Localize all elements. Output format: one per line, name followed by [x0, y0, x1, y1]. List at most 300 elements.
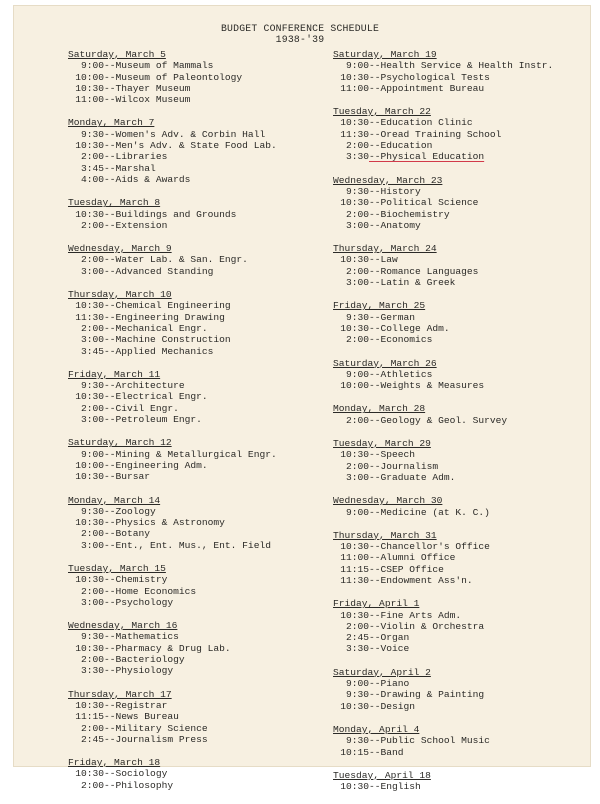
- entry-separator: --: [369, 254, 381, 266]
- entry-separator: --: [369, 563, 381, 575]
- entry-separator: --: [104, 642, 116, 654]
- entry-event: Botany: [115, 528, 151, 540]
- entry-event: Psychological Tests: [380, 71, 490, 83]
- schedule-entry: [333, 735, 593, 746]
- schedule-entry: [68, 734, 328, 745]
- entry-time: 9:00: [345, 368, 369, 380]
- entry-event: College Adm.: [380, 322, 450, 334]
- schedule-entry: [333, 472, 593, 483]
- day-heading: Saturday, March 5: [68, 49, 166, 60]
- entry-time: 3:45: [80, 345, 104, 357]
- schedule-entry: [68, 723, 328, 734]
- entry-separator: --: [369, 60, 381, 72]
- entry-time: 11:00: [340, 82, 369, 94]
- entry-separator: --: [104, 699, 116, 711]
- entry-event: Anatomy: [380, 219, 421, 231]
- schedule-day: [68, 369, 328, 425]
- entry-separator: --: [104, 208, 116, 220]
- entry-time: 2:00: [80, 254, 104, 266]
- entry-time: 11:30: [340, 128, 369, 140]
- schedule-entry: [68, 334, 328, 345]
- entry-event: Applied Mechanics: [115, 345, 214, 357]
- entry-time: 10:30: [340, 322, 369, 334]
- schedule-day: [333, 438, 593, 483]
- entry-separator: --: [369, 471, 381, 483]
- entry-event: Zoology: [115, 505, 156, 517]
- entry-time: 10:30: [340, 117, 369, 129]
- schedule-day: [68, 757, 328, 791]
- entry-separator: --: [104, 322, 116, 334]
- schedule-entry: [68, 60, 328, 71]
- entry-separator: --: [369, 219, 381, 231]
- schedule-entry: [68, 209, 328, 220]
- entry-time: 9:30: [345, 311, 369, 323]
- entry-event: Geology & Geol. Survey: [380, 414, 508, 426]
- entry-event: Health Service & Health Instr.: [380, 60, 554, 72]
- entry-event: Physiology: [115, 665, 174, 677]
- entry-separator: --: [104, 128, 116, 140]
- entry-separator: --: [104, 173, 116, 185]
- entry-time: 2:00: [345, 140, 369, 152]
- day-heading: Tuesday, March 22: [333, 106, 431, 118]
- schedule-entry: [333, 564, 593, 575]
- entry-time: 9:30: [80, 631, 104, 643]
- entry-time: 9:30: [345, 735, 369, 747]
- entry-time: 3:00: [80, 334, 104, 346]
- schedule-entry: [333, 552, 593, 563]
- day-heading: Friday, March 11: [68, 368, 161, 380]
- schedule-entry: [68, 129, 328, 140]
- schedule-entry: [333, 277, 593, 288]
- entry-time: 11:00: [340, 552, 369, 564]
- schedule-day: [68, 563, 328, 608]
- entry-event: Appointment Bureau: [380, 82, 485, 94]
- schedule-entry: [333, 209, 593, 220]
- entry-separator: --: [369, 506, 381, 518]
- entry-separator: --: [369, 678, 381, 690]
- schedule-entry: [68, 460, 328, 471]
- entry-separator: --: [369, 449, 381, 461]
- entry-event: Museum of Paleontology: [115, 71, 243, 83]
- day-heading: Wednesday, March 16: [68, 620, 178, 632]
- entry-time: 10:15: [340, 746, 369, 758]
- entry-event: Speech: [380, 449, 416, 461]
- entry-time: 10:30: [75, 642, 104, 654]
- entry-time: 10:30: [75, 517, 104, 529]
- entry-separator: --: [369, 334, 381, 346]
- entry-event: Men's Adv. & State Food Lab.: [115, 140, 277, 152]
- schedule-day: [333, 495, 593, 518]
- entry-separator: --: [369, 140, 381, 152]
- schedule-day: [68, 49, 328, 105]
- day-heading: Saturday, March 26: [333, 357, 437, 369]
- entry-event: Buildings and Grounds: [115, 208, 237, 220]
- entry-time: 10:30: [75, 699, 104, 711]
- entry-separator: --: [104, 459, 116, 471]
- entry-event: Political Science: [380, 197, 479, 209]
- schedule-entry: [333, 334, 593, 345]
- entry-separator: --: [369, 277, 381, 289]
- schedule-day: [68, 689, 328, 745]
- day-heading: Saturday, April 2: [333, 666, 431, 678]
- schedule-entry: [333, 323, 593, 334]
- day-heading: Thursday, March 31: [333, 529, 437, 541]
- schedule-day: [333, 358, 593, 392]
- entry-event: Journalism Press: [115, 733, 208, 745]
- schedule-entry: [68, 151, 328, 162]
- schedule-entry: [333, 541, 593, 552]
- entry-time: 2:00: [80, 654, 104, 666]
- entry-time: 10:30: [75, 140, 104, 152]
- entry-event: Aids & Awards: [115, 173, 191, 185]
- schedule-day: [333, 243, 593, 288]
- day-heading: Tuesday, March 8: [68, 197, 161, 209]
- entry-event: Mechanical Engr.: [115, 322, 208, 334]
- entry-event: Ent., Ent. Mus., Ent. Field: [115, 539, 271, 551]
- entry-event: Psychology: [115, 596, 174, 608]
- document-title: BUDGET CONFERENCE SCHEDULE: [220, 23, 380, 34]
- entry-time: 10:30: [340, 449, 369, 461]
- entry-time: 9:30: [80, 505, 104, 517]
- schedule-entry: [68, 300, 328, 311]
- entry-time: 10:00: [75, 71, 104, 83]
- entry-time: 11:00: [75, 94, 104, 106]
- entry-separator: --: [369, 700, 381, 712]
- entry-separator: --: [104, 448, 116, 460]
- entry-time: 10:30: [75, 208, 104, 220]
- schedule-entry: [333, 312, 593, 323]
- schedule-entry: [333, 643, 593, 654]
- entry-time: 2:00: [80, 151, 104, 163]
- entry-event: Pharmacy & Drug Lab.: [115, 642, 231, 654]
- day-heading: Saturday, March 19: [333, 49, 437, 60]
- entry-time: 9:30: [80, 128, 104, 140]
- entry-time: 9:00: [80, 448, 104, 460]
- entry-time: 9:30: [345, 185, 369, 197]
- schedule-entry: [68, 586, 328, 597]
- entry-event: Law: [380, 254, 398, 266]
- entry-time: 11:30: [340, 574, 369, 586]
- schedule-entry: [68, 700, 328, 711]
- day-heading: Friday, April 1: [333, 598, 420, 610]
- entry-event: Marshal: [115, 162, 156, 174]
- schedule-day: [333, 300, 593, 345]
- entry-time: 3:00: [80, 596, 104, 608]
- entry-time: 2:00: [80, 528, 104, 540]
- entry-separator: --: [104, 505, 116, 517]
- schedule-entry: [333, 266, 593, 277]
- entry-event: Libraries: [115, 151, 168, 163]
- schedule-entry: [68, 266, 328, 277]
- entry-separator: --: [369, 609, 381, 621]
- entry-event: Alumni Office: [380, 552, 456, 564]
- entry-event: Extension: [115, 219, 168, 231]
- entry-separator: --: [369, 151, 381, 163]
- entry-time: 3:30: [345, 643, 369, 655]
- entry-event: Engineering Adm.: [115, 459, 208, 471]
- entry-time: 3:00: [80, 265, 104, 277]
- entry-event: Civil Engr.: [115, 402, 179, 414]
- day-heading: Friday, March 25: [333, 300, 426, 312]
- entry-separator: --: [104, 60, 116, 72]
- entry-separator: --: [104, 528, 116, 540]
- schedule-entry: [68, 312, 328, 323]
- entry-time: 11:15: [75, 711, 104, 723]
- entry-time: 2:00: [345, 208, 369, 220]
- entry-separator: --: [104, 779, 116, 791]
- entry-separator: --: [369, 208, 381, 220]
- schedule-day: [68, 117, 328, 185]
- entry-event: Sociology: [115, 768, 168, 780]
- schedule-entry: [68, 768, 328, 779]
- schedule-entry: [68, 403, 328, 414]
- schedule-entry: [333, 83, 593, 94]
- schedule-entry: [333, 415, 593, 426]
- schedule-day: [333, 175, 593, 231]
- schedule-entry: [333, 678, 593, 689]
- entry-separator: --: [104, 162, 116, 174]
- schedule-day: [333, 106, 593, 162]
- entry-separator: --: [369, 632, 381, 644]
- schedule-entry: [333, 186, 593, 197]
- entry-separator: --: [104, 631, 116, 643]
- schedule-entry: [333, 610, 593, 621]
- schedule-day: [333, 530, 593, 586]
- entry-event: Violin & Orchestra: [380, 620, 485, 632]
- entry-separator: --: [369, 197, 381, 209]
- entry-separator: --: [369, 552, 381, 564]
- schedule-entry: [68, 140, 328, 151]
- schedule-entry: [68, 665, 328, 676]
- schedule-day: [333, 598, 593, 654]
- entry-time: 10:00: [75, 459, 104, 471]
- entry-separator: --: [104, 665, 116, 677]
- entry-separator: --: [369, 311, 381, 323]
- entry-time: 10:00: [340, 380, 369, 392]
- entry-event: Women's Adv. & Corbin Hall: [115, 128, 266, 140]
- entry-separator: --: [104, 380, 116, 392]
- entry-event: Bacteriology: [115, 654, 185, 666]
- day-heading: Tuesday, March 15: [68, 562, 166, 574]
- entry-event: Architecture: [115, 380, 185, 392]
- entry-separator: --: [104, 311, 116, 323]
- entry-time: 9:30: [80, 380, 104, 392]
- entry-time: 3:30: [345, 151, 369, 163]
- schedule-day: [68, 620, 328, 676]
- day-heading: Wednesday, March 9: [68, 243, 172, 255]
- schedule-entry: [68, 506, 328, 517]
- entry-time: 10:30: [75, 768, 104, 780]
- day-heading: Thursday, March 17: [68, 688, 172, 700]
- schedule-entry: [333, 220, 593, 231]
- entry-event: Graduate Adm.: [380, 471, 456, 483]
- day-heading: Friday, March 18: [68, 757, 161, 769]
- schedule-day: [333, 667, 593, 712]
- entry-event: Mathematics: [115, 631, 179, 643]
- day-heading: Monday, March 7: [68, 117, 155, 129]
- entry-time: 3:00: [345, 219, 369, 231]
- entry-time: 10:30: [340, 197, 369, 209]
- entry-separator: --: [369, 185, 381, 197]
- entry-time: 2:00: [80, 779, 104, 791]
- schedule-entry: [333, 461, 593, 472]
- entry-time: 2:00: [345, 265, 369, 277]
- entry-time: 10:30: [75, 471, 104, 483]
- schedule-entry: [68, 471, 328, 482]
- entry-event: Military Science: [115, 722, 208, 734]
- schedule-entry: [333, 621, 593, 632]
- schedule-entry: [68, 528, 328, 539]
- entry-separator: --: [369, 541, 381, 553]
- schedule-entry: [333, 632, 593, 643]
- schedule-entry: [68, 540, 328, 551]
- entry-time: 10:30: [340, 71, 369, 83]
- entry-separator: --: [104, 219, 116, 231]
- schedule-entry: [68, 72, 328, 83]
- entry-time: 10:30: [340, 781, 369, 793]
- entry-time: 9:00: [345, 506, 369, 518]
- schedule-entry: [68, 174, 328, 185]
- schedule-entry: [68, 414, 328, 425]
- entry-time: 10:30: [75, 82, 104, 94]
- schedule-entry: [68, 380, 328, 391]
- entry-separator: --: [369, 265, 381, 277]
- schedule-entry: [333, 117, 593, 128]
- entry-time: 9:30: [345, 689, 369, 701]
- entry-separator: --: [104, 654, 116, 666]
- entry-event: Philosophy: [115, 779, 174, 791]
- entry-event: Advanced Standing: [115, 265, 214, 277]
- schedule-entry: [68, 83, 328, 94]
- entry-separator: --: [369, 117, 381, 129]
- entry-event: Education: [380, 140, 433, 152]
- entry-event: Drawing & Painting: [380, 689, 485, 701]
- entry-event: Piano: [380, 678, 410, 690]
- entry-time: 2:45: [80, 733, 104, 745]
- schedule-right-column: [333, 49, 593, 804]
- entry-separator: --: [369, 380, 381, 392]
- entry-event: Public School Music: [380, 735, 490, 747]
- schedule-day: [68, 437, 328, 482]
- schedule-entry: [333, 781, 593, 792]
- entry-time: 9:00: [345, 60, 369, 72]
- entry-event: Wilcox Museum: [115, 94, 191, 106]
- day-heading: Wednesday, March 30: [333, 495, 443, 507]
- schedule-day: [333, 403, 593, 426]
- entry-time: 2:00: [345, 460, 369, 472]
- entry-time: 10:30: [340, 541, 369, 553]
- entry-event: Mining & Metallurgical Engr.: [115, 448, 277, 460]
- entry-time: 10:30: [75, 574, 104, 586]
- entry-separator: --: [369, 781, 381, 793]
- entry-separator: --: [104, 391, 116, 403]
- entry-time: 11:15: [340, 563, 369, 575]
- entry-time: 10:30: [340, 609, 369, 621]
- document-year: 1938-'39: [275, 34, 325, 45]
- schedule-day: [68, 243, 328, 277]
- entry-separator: --: [369, 735, 381, 747]
- entry-separator: --: [104, 94, 116, 106]
- schedule-entry: [333, 151, 593, 162]
- schedule-entry: [333, 72, 593, 83]
- entry-separator: --: [104, 265, 116, 277]
- schedule-entry: [333, 689, 593, 700]
- entry-separator: --: [369, 746, 381, 758]
- schedule-entry: [68, 574, 328, 585]
- entry-event: Machine Construction: [115, 334, 231, 346]
- entry-separator: --: [104, 254, 116, 266]
- schedule-entry: [68, 163, 328, 174]
- entry-event: Museum of Mammals: [115, 60, 214, 72]
- entry-separator: --: [104, 151, 116, 163]
- entry-separator: --: [104, 140, 116, 152]
- entry-time: 9:00: [345, 678, 369, 690]
- entry-time: 2:00: [80, 219, 104, 231]
- schedule-entry: [333, 507, 593, 518]
- schedule-day: [333, 49, 593, 94]
- entry-event: Weights & Measures: [380, 380, 485, 392]
- schedule-entry: [68, 254, 328, 265]
- schedule-day: [68, 197, 328, 231]
- entry-separator: --: [369, 82, 381, 94]
- entry-time: 3:45: [80, 162, 104, 174]
- day-heading: Monday, April 4: [333, 723, 420, 735]
- entry-event: Thayer Museum: [115, 82, 191, 94]
- entry-separator: --: [369, 689, 381, 701]
- entry-separator: --: [104, 402, 116, 414]
- entry-time: 10:30: [340, 254, 369, 266]
- day-heading: Monday, March 28: [333, 403, 426, 415]
- entry-event: Band: [380, 746, 404, 758]
- schedule-entry: [333, 575, 593, 586]
- entry-event: Water Lab. & San. Engr.: [115, 254, 248, 266]
- entry-time: 4:00: [80, 173, 104, 185]
- entry-separator: --: [369, 414, 381, 426]
- entry-event: Registrar: [115, 699, 168, 711]
- schedule-entry: [68, 391, 328, 402]
- entry-time: 3:00: [80, 539, 104, 551]
- entry-separator: --: [104, 345, 116, 357]
- schedule-entry: [333, 60, 593, 71]
- entry-separator: --: [369, 322, 381, 334]
- entry-time: 2:00: [80, 322, 104, 334]
- entry-separator: --: [369, 643, 381, 655]
- entry-separator: --: [104, 574, 116, 586]
- entry-time: 10:30: [75, 391, 104, 403]
- entry-time: 3:00: [80, 414, 104, 426]
- entry-time: 2:00: [345, 414, 369, 426]
- entry-time: 3:30: [80, 665, 104, 677]
- entry-separator: --: [104, 82, 116, 94]
- entry-separator: --: [369, 460, 381, 472]
- entry-separator: --: [104, 300, 116, 312]
- schedule-entry: [333, 254, 593, 265]
- entry-separator: --: [104, 596, 116, 608]
- schedule-entry: [68, 346, 328, 357]
- schedule-entry: [68, 449, 328, 460]
- schedule-entry: [68, 654, 328, 665]
- entry-separator: --: [104, 517, 116, 529]
- entry-time: 3:00: [345, 471, 369, 483]
- entry-separator: --: [369, 71, 381, 83]
- entry-event: Oread Training School: [380, 128, 502, 140]
- entry-event: Home Economics: [115, 585, 197, 597]
- entry-event: Athletics: [380, 368, 433, 380]
- schedule-day: [68, 289, 328, 357]
- day-heading: Thursday, March 24: [333, 243, 437, 255]
- entry-time: 11:30: [75, 311, 104, 323]
- schedule-entry: [68, 643, 328, 654]
